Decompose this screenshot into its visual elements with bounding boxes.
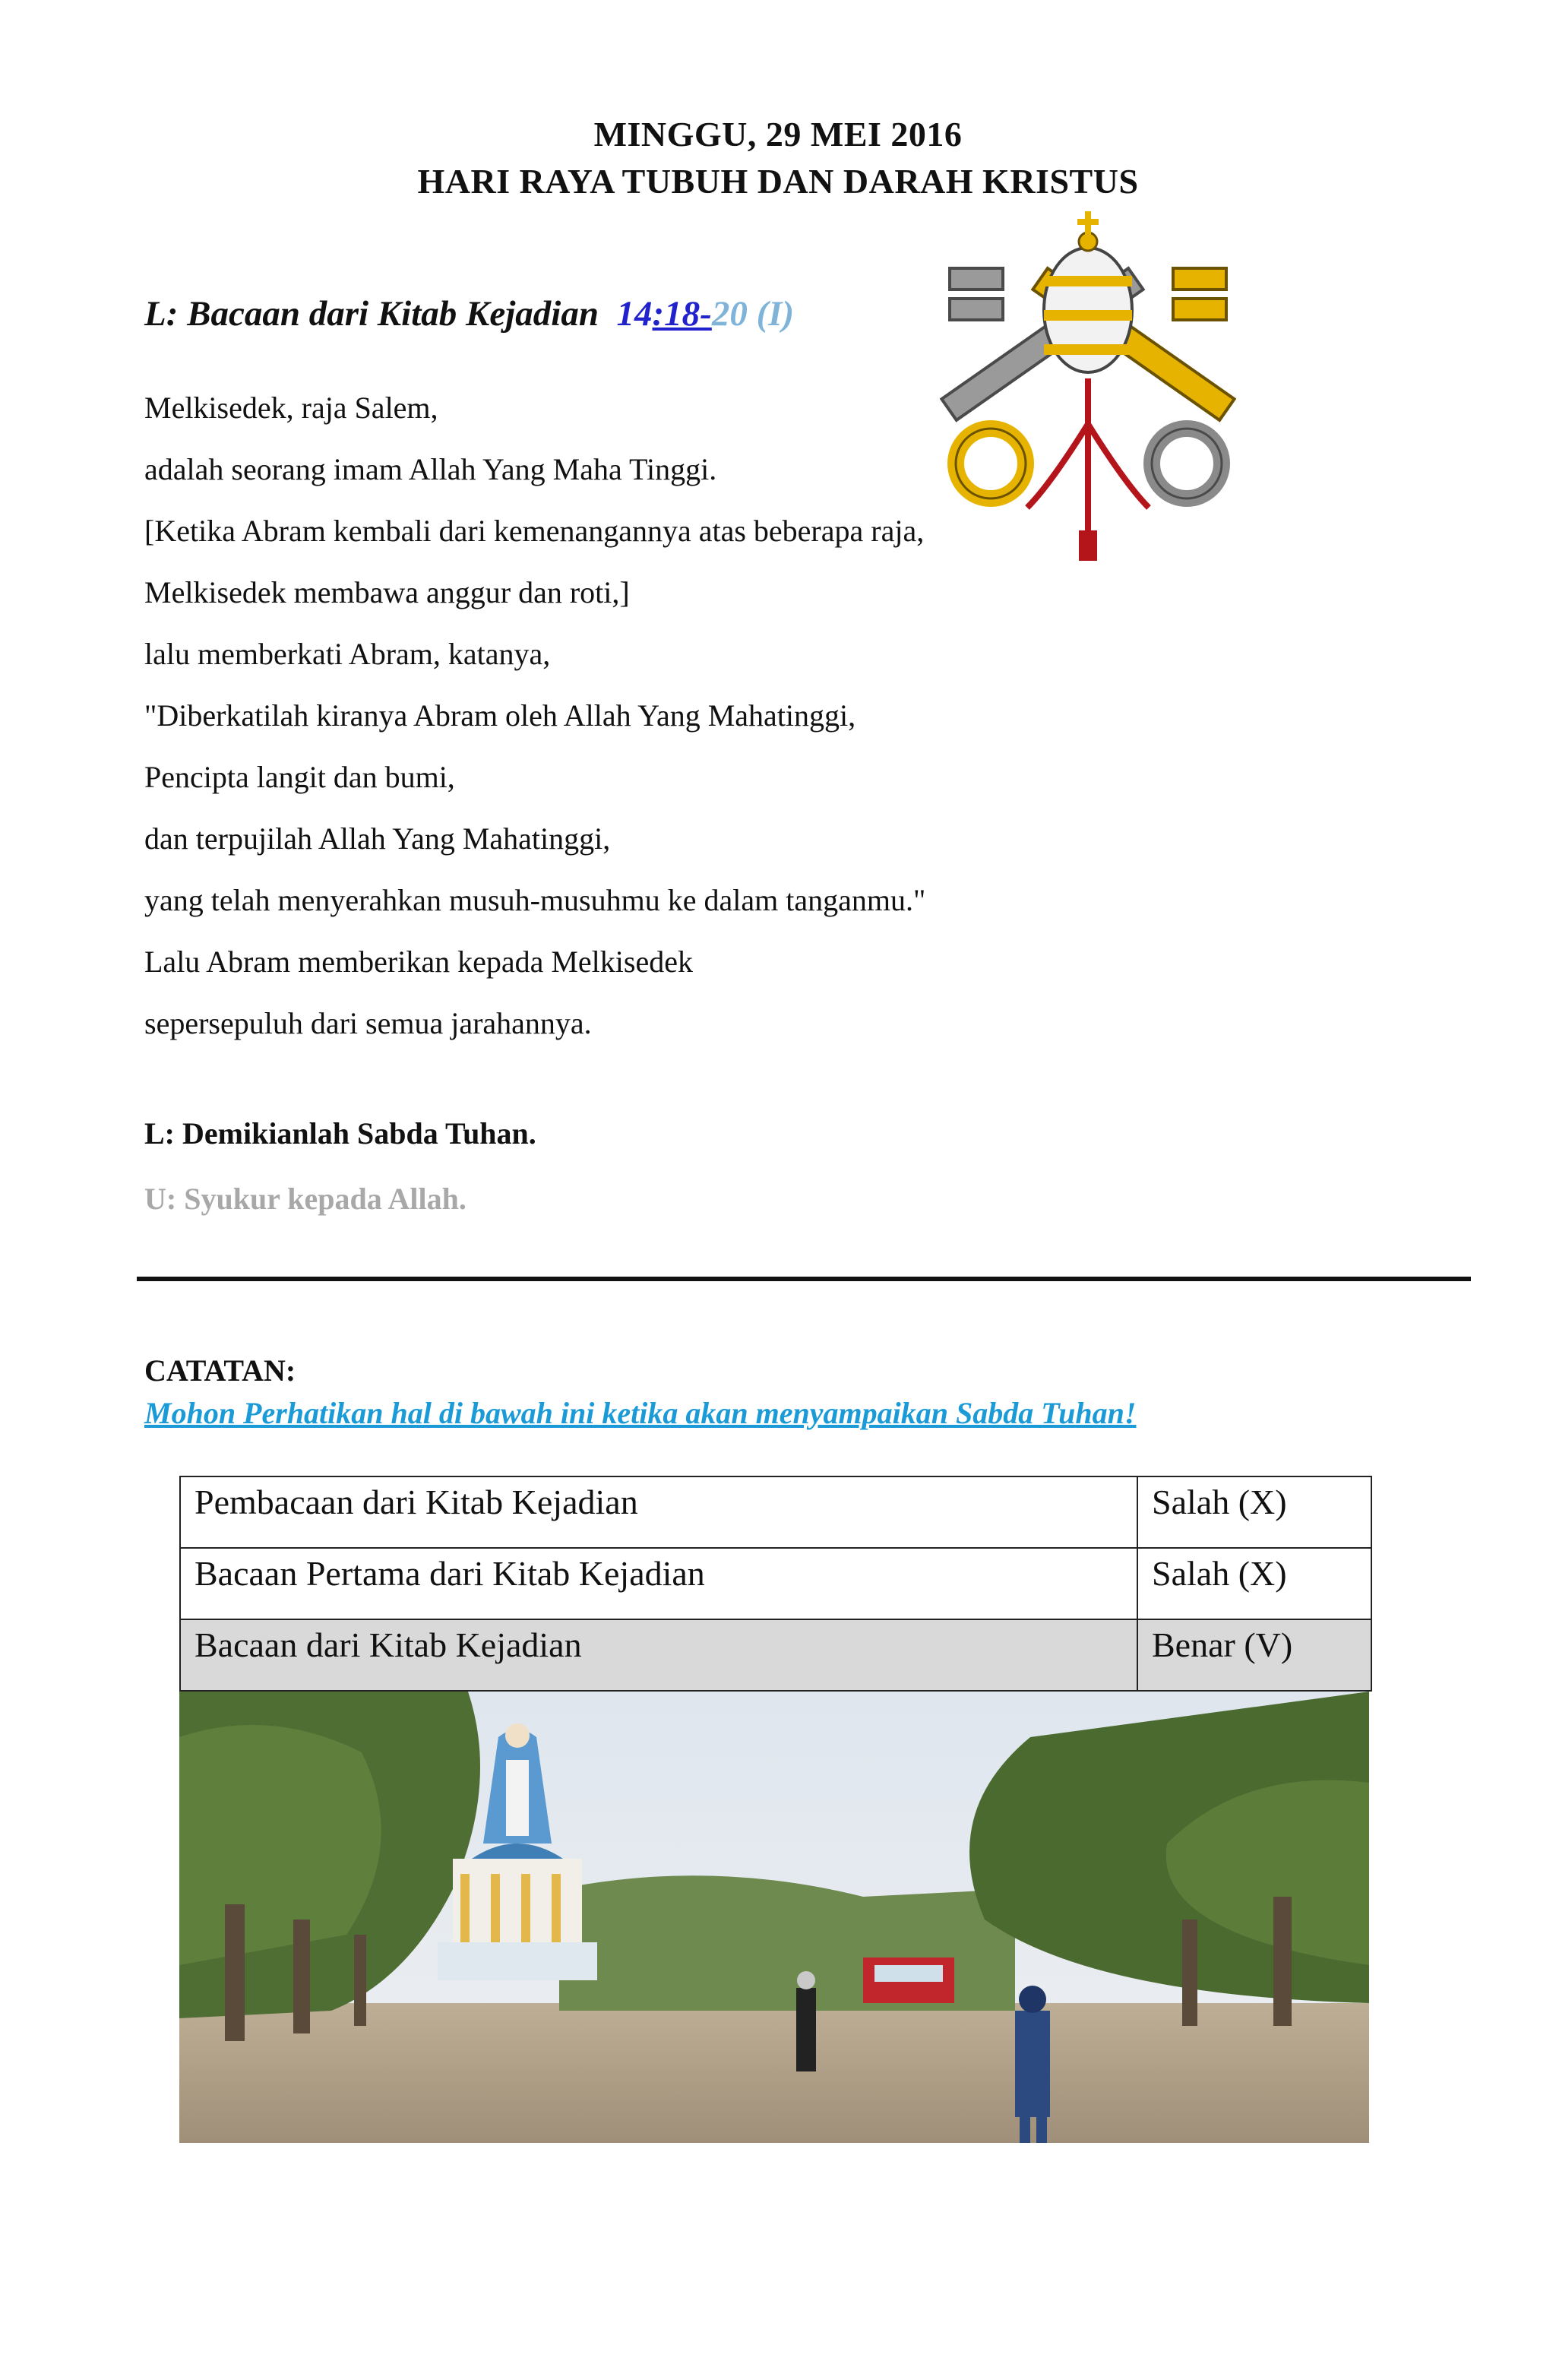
verdict-cell: Salah (X) [1137,1476,1371,1548]
verse-line: sepersepuluh dari semua jarahannya. [144,1006,592,1040]
verse-line: Melkisedek, raja Salem, [144,391,438,425]
verse-line: yang telah menyerahkan musuh-musuhmu ke dalam tanganmu." [144,883,926,917]
table-row-correct [180,1619,1371,1691]
verse-line: dan terpujilah Allah Yang Mahatinggi, [144,821,611,856]
verse-line: "Diberkatilah kiranya Abram oleh Allah Yang Mahatinggi, [144,698,856,733]
phrase-cell: Bacaan Pertama dari Kitab Kejadian [180,1548,1137,1619]
table-row [180,1476,1371,1548]
reading-ref-chapter[interactable]: 14 [616,294,653,334]
section-divider [137,1277,1471,1281]
reading-title: L: Bacaan dari Kitab Kejadian [144,294,599,334]
phrase-cell: Pembacaan dari Kitab Kejadian [180,1476,1137,1548]
verse-line: Pencipta langit dan bumi, [144,760,455,794]
reading-heading [144,293,794,334]
verse-line: [Ketika Abram kembali dari kemenangannya atas beberapa raja, [144,514,925,548]
note-subtitle-link[interactable]: Mohon Perhatikan hal di bawah ini ketika akan menyampaikan Sabda Tuhan! [144,1396,1137,1430]
verdict-cell: Salah (X) [1137,1548,1371,1619]
reading-ref-verse-end: 20 (I) [711,294,795,334]
verse-line: lalu memberkati Abram, katanya, [144,637,551,671]
marian-statue-shrine-photo [179,1692,1369,2143]
verdict-cell: Benar (V) [1137,1619,1371,1691]
verse-line: Lalu Abram memberikan kepada Melkisedek [144,945,693,979]
verse-line: Melkisedek membawa anggur dan roti,] [144,575,630,609]
table-row [180,1548,1371,1619]
phrase-cell: Bacaan dari Kitab Kejadian [180,1619,1137,1691]
lector-closing: L: Demikianlah Sabda Tuhan. [144,1116,536,1150]
people-response: U: Syukur kepada Allah. [144,1182,466,1216]
reading-ref-verse-link[interactable]: :18- [652,294,712,334]
announcement-rules-table [179,1476,1372,1692]
note-title: CATATAN: [144,1353,296,1388]
reading-text [144,377,1056,1054]
feast-heading: HARI RAYA TUBUH DAN DARAH KRISTUS [417,162,1139,201]
verse-line: adalah seorang imam Allah Yang Maha Tinggi. [144,452,717,486]
date-heading: MINGGU, 29 MEI 2016 [593,115,963,153]
